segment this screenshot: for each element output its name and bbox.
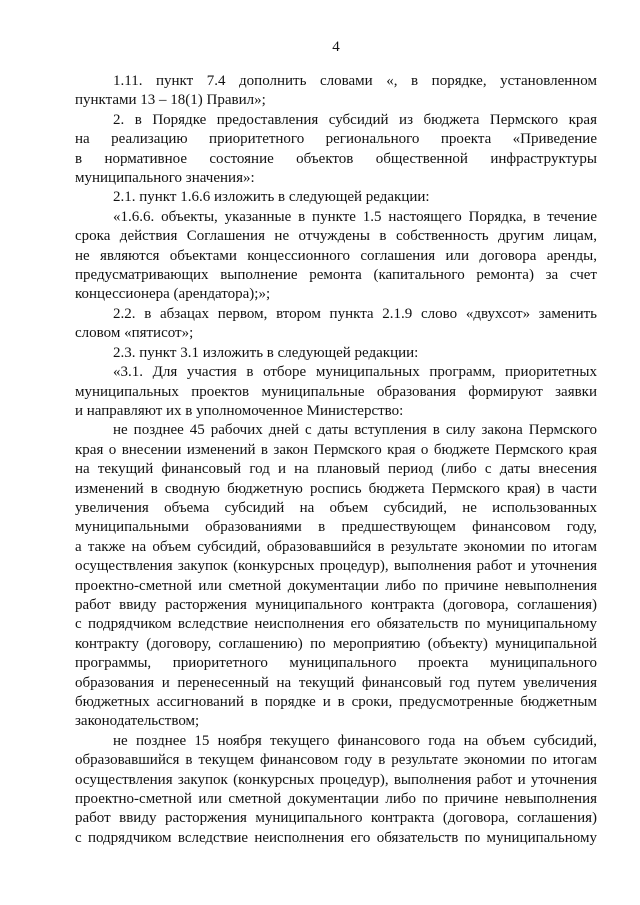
text-line: муниципальных проектов муниципальные образования формируют заявки [75,383,597,400]
document-body [75,72,597,848]
text-line: «1.6.6. объекты, указанные в пункте 1.5 настоящего Порядка, в течение [113,208,597,225]
text-line: проектно-сметной или сметной документации либо по причине невыполнения [75,791,597,808]
paragraph-item-2-2 [75,305,597,344]
text-line: 2. в Порядке предоставления субсидий из бюджета Пермского края [113,111,597,128]
text-line: словом «пятисот»; [75,325,194,342]
text-line: с подрядчиком вследствие неисполнения его обязательств по муниципальному [75,616,597,633]
text-line: не являются объектами концессионного соглашения или договора аренды, [75,247,597,264]
text-line: работ ввиду расторжения муниципального контракта (договора, соглашения) [75,596,597,613]
deadline-paragraph-15-november [75,732,597,848]
page-number: 4 [332,39,340,55]
text-line: пунктами 13 – 18(1) Правил»; [75,92,266,109]
text-line: программы, приоритетного муниципального проекта муниципального [75,655,597,672]
text-line: образовавшийся в текущем финансовом году в результате экономии по итогам [75,752,597,769]
quoted-clause-3-1 [75,363,597,421]
text-line: контракту (договору, соглашению) по мероприятию (объекту) муниципальной [75,635,597,652]
text-line: не позднее 45 рабочих дней с даты вступления в силу закона Пермского [113,422,597,439]
text-line: осуществления закупок (конкурсных процедур), выполнения работ и уточнения [75,771,597,788]
text-line: законодательством; [75,713,200,730]
text-line: 1.11. пункт 7.4 дополнить словами «, в порядке, установленном [113,73,597,89]
deadline-paragraph-45-working-days [75,421,597,732]
text-line: проектно-сметной или сметной документации либо по причине невыполнения [75,577,597,594]
paragraph-item-2 [75,111,597,189]
text-line: на реализацию приоритетного регионального проекта «Приведение [75,131,597,148]
text-line: 2.1. пункт 1.6.6 изложить в следующей редакции: [113,189,430,206]
text-line: 2.2. в абзацах первом, втором пункта 2.1.9 слово «двухсот» заменить [113,305,597,322]
text-line: предусматривающих выполнение ремонта (капитального ремонта) за счет [75,267,597,284]
paragraph-item-1-11 [75,72,597,111]
text-line: с подрядчиком вследствие неисполнения его обязательств по муниципальному [75,829,597,846]
text-line: муниципальными образованиями в предшествующем финансовом году, [75,519,597,536]
text-line: срока действия Соглашения не отчуждены в собственность другим лицам, [75,228,597,245]
text-line: края о внесении изменений в закон Пермского края о бюджете Пермского края [75,441,597,458]
text-line: и направляют их в уполномоченное Министерство: [75,402,404,419]
text-line: «3.1. Для участия в отборе муниципальных программ, приоритетных [113,364,597,381]
paragraph-item-2-1 [75,188,597,207]
text-line: не позднее 15 ноября текущего финансового года на объем субсидий, [113,732,597,749]
quoted-clause-1-6-6 [75,208,597,305]
text-line: осуществления закупок (конкурсных процедур), выполнения работ и уточнения [75,558,597,575]
text-line: увеличения объема субсидий на объем субсидий, не использованных [75,499,597,516]
text-line: муниципального значения»: [75,170,255,187]
text-line: 2.3. пункт 3.1 изложить в следующей редакции: [113,344,419,361]
text-line: на текущий финансовый год и на плановый период (либо с даты внесения [75,461,597,478]
text-line: а также на объем субсидий, образовавшийся в результате экономии по итогам [75,538,597,555]
paragraph-item-2-3 [75,344,597,363]
text-line: изменений в сводную бюджетную роспись бюджета Пермского края) в части [75,480,597,497]
text-line: в нормативное состояние объектов общественной инфраструктуры [75,150,597,167]
text-line: концессионера (арендатора);»; [75,286,271,303]
text-line: бюджетных ассигнований в порядке и в сроки, предусмотренные бюджетным [75,694,597,710]
text-line: работ ввиду расторжения муниципального контракта (договора, соглашения) [75,810,597,827]
text-line: образования и перенесенный на текущий финансовый год путем увеличения [75,674,597,691]
